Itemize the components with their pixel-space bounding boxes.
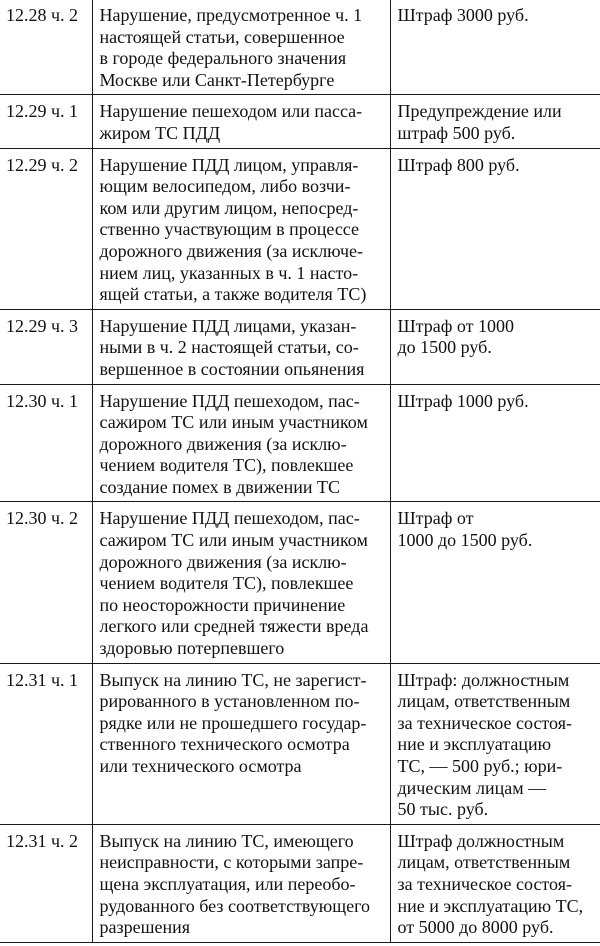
table-row bbox=[0, 95, 600, 148]
violation-description: Нарушение ПДД лицами, указан- ными в ч. 2 настоящей статьи, со- вершенное в состоянии опьянения bbox=[92, 309, 390, 384]
penalty-text: Штраф должностным лицам, ответственным за техническое состоя- ние и эксплуатацию ТС, от 5000 до 8000 руб. bbox=[390, 824, 600, 942]
table-row bbox=[0, 824, 600, 942]
violation-description: Нарушение пешеходом или пасса- жиром ТС ПДД bbox=[92, 95, 390, 148]
article-code: 12.31 ч. 1 bbox=[0, 663, 92, 824]
table-row bbox=[0, 502, 600, 663]
penalty-text: Предупреждение или штраф 500 руб. bbox=[390, 95, 600, 148]
violation-description: Нарушение ПДД пешеходом, пас- сажиром ТС или иным участником дорожного движения (за исклю- чением водителя ТС), повлекшее создание помех в движении ТС bbox=[92, 384, 390, 502]
article-code: 12.29 ч. 1 bbox=[0, 95, 92, 148]
table-row bbox=[0, 0, 600, 95]
table-row bbox=[0, 309, 600, 384]
penalty-text: Штраф: должностным лицам, ответственным за техническое состоя- ние и эксплуатацию ТС, — 500 руб.; юри- дическим лицам — 50 тыс. руб. bbox=[390, 663, 600, 824]
violation-description: Выпуск на линию ТС, имеющего неисправности, с которыми запре- щена эксплуатация, или переобо- рудованного без соответствующего разрешения bbox=[92, 824, 390, 942]
article-code: 12.31 ч. 2 bbox=[0, 824, 92, 942]
table-row bbox=[0, 384, 600, 502]
article-code: 12.28 ч. 2 bbox=[0, 0, 92, 95]
violation-description: Нарушение ПДД лицом, управля- ющим велосипедом, либо возчи- ком или другим лицом, непосред- ственно участвующим в процессе дорожного движения (за исключе- нием лиц, указанных в ч. 1 насто- ящей статьи, а также водителя ТС) bbox=[92, 148, 390, 309]
article-code: 12.30 ч. 1 bbox=[0, 384, 92, 502]
penalty-text: Штраф 1000 руб. bbox=[390, 384, 600, 502]
penalty-text: Штраф от 1000 до 1500 руб. bbox=[390, 502, 600, 663]
violation-description: Выпуск на линию ТС, не зарегист- рированного в установленном по- рядке или не прошедшего государ- ственного технического осмотра или технического осмотра bbox=[92, 663, 390, 824]
penalty-text: Штраф 3000 руб. bbox=[390, 0, 600, 95]
article-code: 12.30 ч. 2 bbox=[0, 502, 92, 663]
penalty-text: Штраф от 1000 до 1500 руб. bbox=[390, 309, 600, 384]
table-row bbox=[0, 663, 600, 824]
violation-description: Нарушение, предусмотренное ч. 1 настоящей статьи, совершенное в городе федерального значения Москве или Санкт-Петербурге bbox=[92, 0, 390, 95]
violation-description: Нарушение ПДД пешеходом, пас- сажиром ТС или иным участником дорожного движения (за исклю- чением водителя ТС), повлекшее по неосторожности причинение легкого или средней тяжести вреда здоровью потерпевшего bbox=[92, 502, 390, 663]
article-code: 12.29 ч. 2 bbox=[0, 148, 92, 309]
table-row bbox=[0, 148, 600, 309]
penalty-text: Штраф 800 руб. bbox=[390, 148, 600, 309]
article-code: 12.29 ч. 3 bbox=[0, 309, 92, 384]
